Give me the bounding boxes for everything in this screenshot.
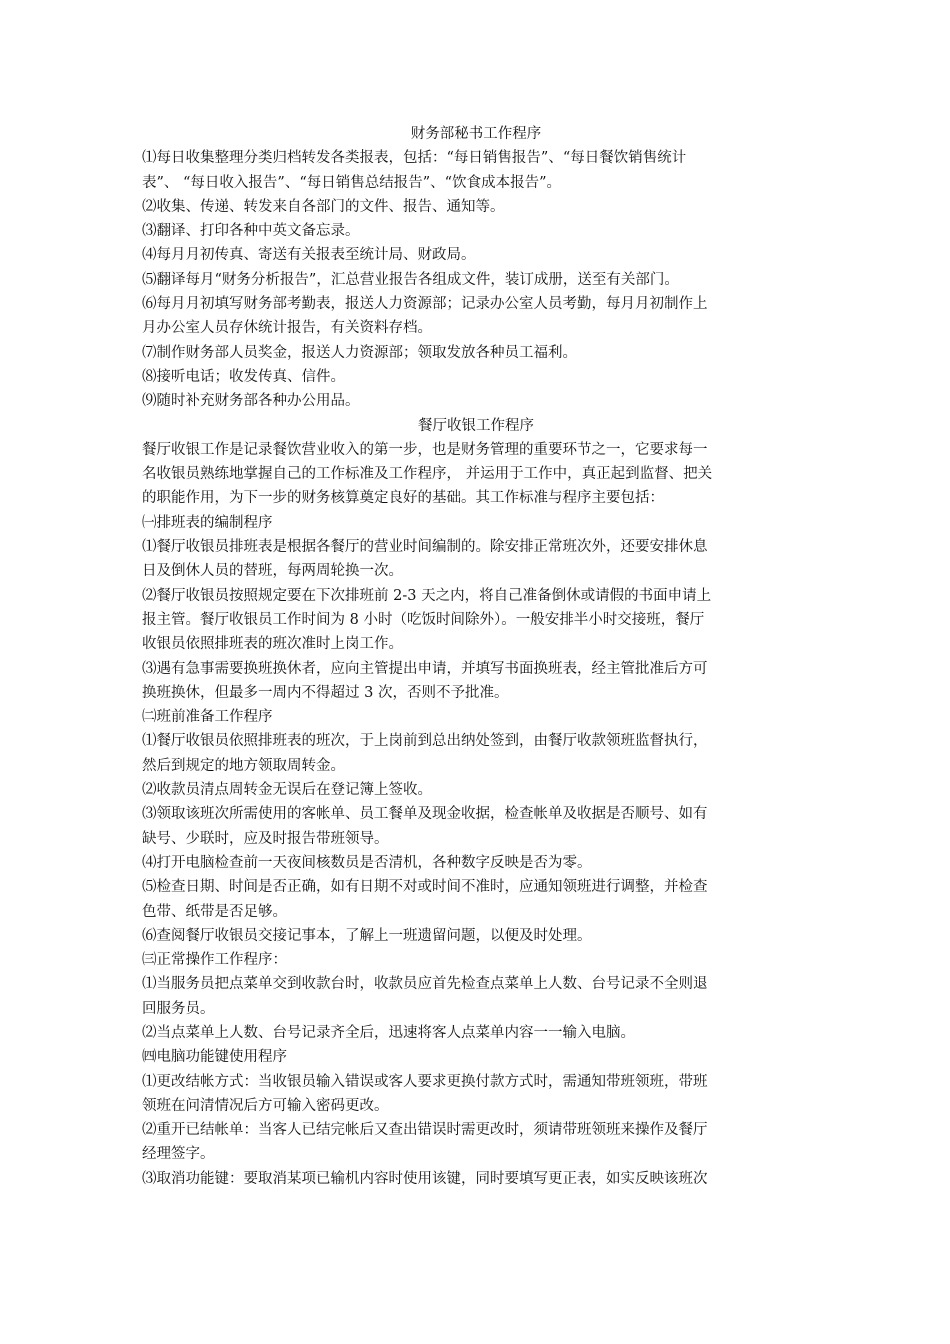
text-line: ⑴当服务员把点菜单交到收款台时，收款员应首先检查点菜单上人数、台号记录不全则退 bbox=[142, 976, 708, 993]
text-line: ⑸翻译每月“财务分析报告”，汇总营业报告各组成文件，装订成册，送至有关部门。 bbox=[142, 271, 679, 288]
section-secretary bbox=[142, 122, 810, 414]
text-line: ⑴每日收集整理分类归档转发各类报表，包括：“每日销售报告”、“每日餐饮销售统计 bbox=[142, 150, 687, 167]
text-line: 缺号、少联时，应及时报告带班领导。 bbox=[142, 830, 389, 847]
text-line: ⑴更改结帐方式：当收银员输入错误或客人要求更换付款方式时，需通知带班领班，带班 bbox=[142, 1073, 708, 1090]
paragraph bbox=[142, 802, 810, 851]
paragraph bbox=[142, 875, 810, 924]
text-line: ⑼随时补充财务部各种办公用品。 bbox=[142, 393, 360, 410]
text-line: 报主管。餐厅收银员工作时间为 8 小时（吃饭时间除外）。一般安排半小时交接班，餐厅 bbox=[142, 611, 705, 628]
paragraph bbox=[142, 584, 810, 657]
subheading bbox=[142, 511, 810, 535]
paragraph bbox=[142, 146, 810, 195]
paragraph bbox=[142, 219, 810, 243]
text-line: ⑶取消功能键：要取消某项已输机内容时使用该键，同时要填写更正表，如实反映该班次 bbox=[142, 1170, 708, 1187]
text-line: 的职能作用，为下一步的财务核算奠定良好的基础。其工作标准与程序主要包括： bbox=[142, 490, 664, 507]
paragraph bbox=[142, 657, 810, 706]
text-line: ㈢正常操作工作程序： bbox=[142, 952, 287, 969]
text-line: ⑵当点菜单上人数、台号记录齐全后，迅速将客人点菜单内容一一输入电脑。 bbox=[142, 1024, 635, 1041]
text-line: 日及倒休人员的替班，每两周轮换一次。 bbox=[142, 563, 403, 580]
text-line: ⑵收集、传递、转发来自各部门的文件、报告、通知等。 bbox=[142, 198, 505, 215]
text-line: ㈡班前准备工作程序 bbox=[142, 709, 273, 726]
paragraph bbox=[142, 438, 810, 511]
paragraph bbox=[142, 341, 810, 365]
text-line: ⑹查阅餐厅收银员交接记事本，了解上一班遗留问题，以便及时处理。 bbox=[142, 927, 592, 944]
paragraph bbox=[142, 851, 810, 875]
paragraph bbox=[142, 1021, 810, 1045]
text-line: 色带、纸带是否足够。 bbox=[142, 903, 287, 920]
document-page bbox=[142, 122, 810, 1191]
paragraph bbox=[142, 778, 810, 802]
paragraph bbox=[142, 972, 810, 1021]
text-line: 换班换休，但最多一周内不得超过 3 次，否则不予批准。 bbox=[142, 684, 509, 701]
section-restaurant-cashier bbox=[142, 414, 810, 1192]
subheading bbox=[142, 705, 810, 729]
paragraph bbox=[142, 1070, 810, 1119]
text-line: 名收银员熟练地掌握自己的工作标准及工作程序， 并运用于工作中，真正起到监督、把关 bbox=[142, 466, 713, 483]
text-line: ⑶翻译、打印各种中英文备忘录。 bbox=[142, 223, 360, 240]
text-line: ⑶领取该班次所需使用的客帐单、员工餐单及现金收据，检查帐单及收据是否顺号、如有 bbox=[142, 806, 708, 823]
text-line: ⑴餐厅收银员排班表是根据各餐厅的营业时间编制的。除安排正常班次外，还要安排休息 bbox=[142, 539, 708, 556]
text-line: ⑶遇有急事需要换班换休者，应向主管提出申请，并填写书面换班表，经主管批准后方可 bbox=[142, 660, 708, 677]
paragraph bbox=[142, 1118, 810, 1167]
text-line: 领班在问清情况后方可输入密码更改。 bbox=[142, 1097, 389, 1114]
paragraph bbox=[142, 729, 810, 778]
paragraph bbox=[142, 243, 810, 267]
text-line: 经理签字。 bbox=[142, 1146, 215, 1163]
paragraph bbox=[142, 268, 810, 292]
paragraph bbox=[142, 365, 810, 389]
text-line: 收银员依照排班表的班次准时上岗工作。 bbox=[142, 636, 403, 653]
text-line: 表”、 “每日收入报告”、“每日销售总结报告”、“饮食成本报告”。 bbox=[142, 174, 561, 191]
text-line: ⑵收款员清点周转金无误后在登记簿上签收。 bbox=[142, 782, 432, 799]
text-line: ⑻接听电话；收发传真、信件。 bbox=[142, 368, 345, 385]
text-line: 餐厅收银工作是记录餐饮营业收入的第一步，也是财务管理的重要环节之一，它要求每一 bbox=[142, 441, 708, 458]
text-line: ㈣电脑功能键使用程序 bbox=[142, 1049, 287, 1066]
text-line: ⑸检查日期、时间是否正确，如有日期不对或时间不准时，应通知领班进行调整，并检查 bbox=[142, 879, 708, 896]
section-title: 财务部秘书工作程序 bbox=[410, 126, 542, 142]
section-title: 餐厅收银工作程序 bbox=[418, 417, 534, 434]
subheading bbox=[142, 948, 810, 972]
text-line: ㈠排班表的编制程序 bbox=[142, 514, 273, 531]
paragraph bbox=[142, 535, 810, 584]
text-line: ⑷每月月初传真、寄送有关报表至统计局、财政局。 bbox=[142, 247, 476, 264]
subheading bbox=[142, 1045, 810, 1069]
text-line: ⑺制作财务部人员奖金，报送人力资源部；领取发放各种员工福利。 bbox=[142, 344, 577, 361]
text-line: 回服务员。 bbox=[142, 1000, 215, 1017]
paragraph bbox=[142, 195, 810, 219]
text-line: ⑹每月月初填写财务部考勤表，报送人力资源部；记录办公室人员考勤，每月月初制作上 bbox=[142, 296, 708, 313]
text-line: ⑵重开已结帐单：当客人已结完帐后又查出错误时需更改时，须请带班领班来操作及餐厅 bbox=[142, 1122, 708, 1139]
text-line: ⑷打开电脑检查前一天夜间核数员是否清机，各种数字反映是否为零。 bbox=[142, 854, 592, 871]
text-line: ⑵餐厅收银员按照规定要在下次排班前 2-3 天之内，将自己准备倒休或请假的书面申请上 bbox=[142, 587, 712, 604]
paragraph bbox=[142, 1167, 810, 1191]
paragraph bbox=[142, 389, 810, 413]
paragraph bbox=[142, 924, 810, 948]
text-line: ⑴餐厅收银员依照排班表的班次，于上岗前到总出纳处签到，由餐厅收款领班监督执行， bbox=[142, 733, 708, 750]
text-line: 然后到规定的地方领取周转金。 bbox=[142, 757, 345, 774]
paragraph bbox=[142, 292, 810, 341]
text-line: 月办公室人员存休统计报告，有关资料存档。 bbox=[142, 320, 432, 337]
